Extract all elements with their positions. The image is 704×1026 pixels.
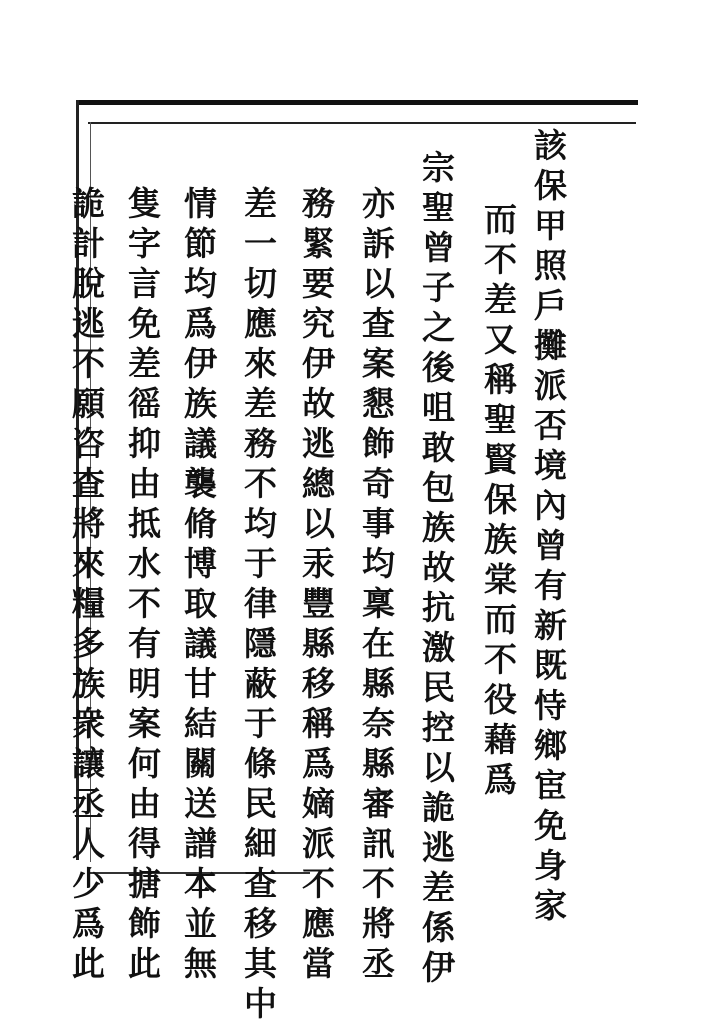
text-column-9: 詭計脫逃不願咨查將來糧多族衆讓丞人少爲此 xyxy=(67,186,106,986)
text-column-7: 情節均爲伊族議襲脩博取議甘結關送譜本並無 xyxy=(179,186,218,986)
text-column-4: 亦訴以查案懇飾奇事均稟在縣奈縣審訊不將丞 xyxy=(357,186,396,986)
text-column-1: 該保甲照戶攤派否境內曾有新既恃鄉宦免身家 xyxy=(529,128,568,928)
text-column-5: 務緊要究伊故逃總以汞豐縣移稱爲嫡派不應當 xyxy=(297,186,336,986)
text-column-8: 隻字言免差徭抑由抵水不有明案何由得搪飾此 xyxy=(123,186,162,986)
text-column-6: 差一切應來差務不均于律隱蔽于條民細查移其中 xyxy=(239,186,278,1026)
frame-border-top xyxy=(78,100,638,105)
text-column-3: 宗聖曾子之後咀敢包族故抗激民控以詭逃差係伊 xyxy=(417,150,456,990)
frame-rule-top xyxy=(88,122,636,124)
text-column-2: 而不差又稱聖賢保族棠而不役藉爲 xyxy=(479,202,518,802)
